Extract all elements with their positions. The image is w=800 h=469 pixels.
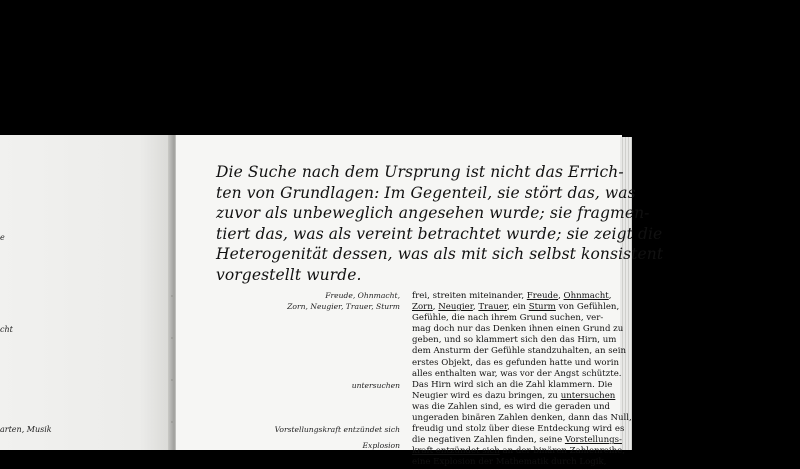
body-line: Zorn, Neugier, Trauer, ein Sturm von Gefühlen,	[412, 302, 620, 313]
binding-hole	[171, 295, 173, 297]
margin-note: Vorstellungskraft entzündet sich	[274, 425, 400, 434]
body-line: Das Hirn wird sich an die Zahl klammern. Die	[412, 379, 613, 390]
body-line: erstes Objekt, das es gefunden hatte und worin	[412, 357, 619, 368]
underlined-term: Ohnmacht	[563, 291, 609, 301]
body-line: kraft entzündet sich an der binären Zahlenreihe,	[412, 446, 625, 457]
underlined-term: Vorstellungs-	[564, 435, 622, 446]
binding-hole	[171, 421, 173, 423]
left-page-fragment: cht	[0, 325, 13, 334]
quote-line: tiert das, was als vereint betrachtet wurde; sie zeigt die	[216, 224, 663, 243]
margin-note: Zorn, Neugier, Trauer, Sturm	[287, 302, 400, 311]
underlined-term: Neugier	[438, 302, 473, 313]
underlined-term: kraft entzündet sich	[412, 446, 500, 457]
binding-hole	[171, 337, 173, 339]
quote-line: Heterogenität dessen, was als mit sich selbst konsistent	[216, 245, 664, 264]
pull-quote	[216, 162, 664, 286]
quote-line: ten von Grundlagen: Im Gegenteil, sie stört das, was	[216, 183, 636, 202]
left-page	[0, 135, 174, 450]
body-line: die negativen Zahlen finden, seine Vorstellungs-	[412, 435, 622, 446]
body-line: mag doch nur das Denken ihnen einen Grund zu	[412, 324, 624, 335]
body-line: Neugier wird es dazu bringen, zu untersuchen	[412, 390, 616, 401]
margin-note: Freude, Ohnmacht,	[325, 291, 400, 300]
binding-hole	[171, 379, 173, 381]
margin-note: Explosion	[362, 441, 400, 450]
body-text-column	[412, 291, 632, 469]
body-line: freudig und stolz über diese Entdeckung wird es	[412, 424, 625, 435]
body-line: dem Ansturm der Gefühle standzuhalten, an sein	[412, 346, 626, 357]
underlined-term: Zorn	[412, 302, 433, 313]
body-line: geben, und so klammert sich den das Hirn, um	[412, 335, 617, 346]
underlined-term: Trauer	[478, 302, 508, 313]
body-line: ungeraden binären Zahlen denken, dann das Null,	[412, 413, 632, 424]
left-page-fragment: e	[0, 233, 5, 242]
body-line: frei, streiten miteinander, Freude, Ohnmacht,	[412, 291, 612, 301]
body-line: alles enthalten war, was vor der Angst schützte.	[412, 368, 622, 379]
quote-line: Die Suche nach dem Ursprung ist nicht das Errich-	[216, 163, 624, 181]
body-line: was die Zahlen sind, es wird die geraden und	[412, 401, 611, 412]
left-page-fragment: arten, Musik	[0, 425, 52, 434]
body-line: eine Explosion der Mathematik durch Logik,	[412, 457, 607, 468]
quote-line: zuvor als unbeweglich angesehen wurde; sie fragmen-	[216, 204, 650, 223]
body-line: Gefühle, die nach ihrem Grund suchen, ver-	[412, 313, 604, 324]
underlined-term: Freude	[526, 291, 559, 301]
quote-line: vorgestellt wurde.	[216, 265, 362, 284]
margin-note: untersuchen	[351, 381, 400, 390]
underlined-term: untersuchen	[560, 390, 616, 401]
underlined-term: Sturm	[528, 302, 556, 313]
